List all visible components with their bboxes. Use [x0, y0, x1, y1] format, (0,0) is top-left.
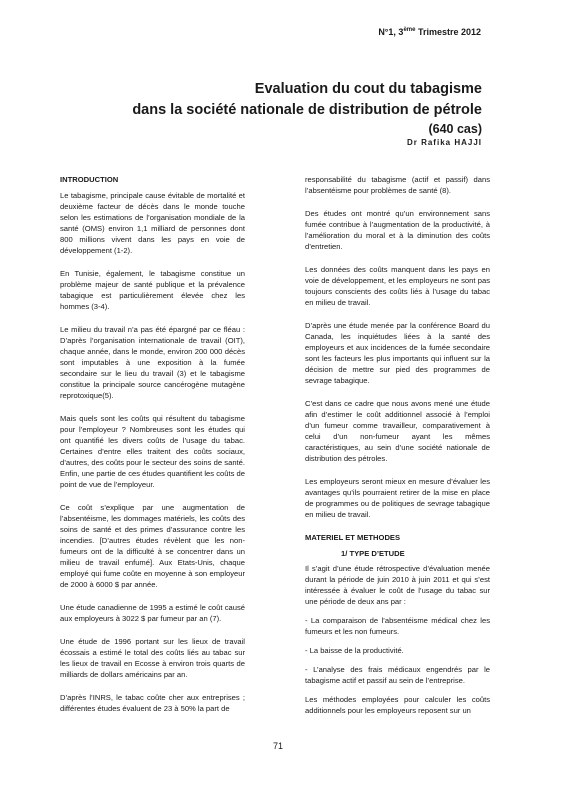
section-heading-materiel-methodes: MATERIEL ET METHODES: [305, 533, 401, 542]
left-column: [60, 174, 245, 726]
article-title-block: [132, 79, 482, 147]
paragraph: C’est dans ce cadre que nous avons mené une étude afin d’estimer le coût additionnel associé à l’emploi d’un fumeur comme travailleur, comparativement à celui d’un non-fumeur ayant les mêmes caractéristiques, au sein d’une société nationale de distribution des pétroles.: [305, 399, 490, 463]
list-item: - La baisse de la productivité.: [305, 646, 404, 655]
paragraph: Une étude canadienne de 1995 a estimé le coût causé aux employeurs à 3022 $ par fumeur par an (7).: [60, 603, 245, 623]
section-heading-introduction: INTRODUCTION: [60, 175, 119, 184]
issue-header: [378, 27, 481, 37]
paragraph: Des études ont montré qu’un environnement sans fumée contribue à l’augmentation de la productivité, à l’amélioration du moral et à la diminution des coûts d’entretien.: [305, 209, 490, 251]
issue-prefix: N°1, 3: [378, 27, 404, 37]
right-column: [305, 174, 490, 728]
page-number: 71: [273, 741, 284, 751]
paragraph: responsabilité du tabagisme (actif et passif) dans l’absentéisme pour problèmes de santé (8).: [305, 175, 490, 195]
article-subtitle: (640 cas): [428, 122, 482, 136]
paragraph: D’après l’INRS, le tabac coûte cher aux entreprises ; différentes études évaluent de 23 à 50% la part de: [60, 693, 245, 713]
paragraph: D’après une étude menée par la conférence Board du Canada, les inquiétudes liées à la santé des employeurs et aux incidences de la fumée secondaire sont les facteurs les plus importants qui influent sur la décision de mettre sur pied des programmes de sevrage tabagique.: [305, 321, 490, 385]
list-item: - La comparaison de l’absentéisme médical chez les fumeurs et les non fumeurs.: [305, 616, 490, 636]
paragraph: Les méthodes employées pour calculer les coûts additionnels pour les employeurs reposent sur un: [305, 695, 490, 715]
paragraph: Une étude de 1996 portant sur les lieux de travail écossais a estimé le total des coûts liés au tabac sur les lieux de travail en Ecosse à environ trois quarts de milliards de dollars américains par an.: [60, 637, 245, 679]
paragraph: Les employeurs seront mieux en mesure d’évaluer les avantages qu’ils pourraient retirer de la mise en place de programmes ou de politiques de sevrage tabagique en milieu de travail.: [305, 477, 490, 519]
list-item: - L’analyse des frais médicaux engendrés par le tabagisme actif et passif au sein de l’entreprise.: [305, 665, 490, 685]
paragraph: En Tunisie, également, le tabagisme constitue un problème majeur de santé publique et la prévalence tabagique est particulièrement élevée chez les hommes (3-4).: [60, 269, 245, 311]
paragraph: Mais quels sont les coûts qui résultent du tabagisme pour l’employeur ? Nombreuses sont les études qui ont quantifié les divers coûts de l’usage du tabac. Certaines d’entre elles traitent des coûts sociaux, d’autres, des coûts pour le secteur des soins de santé. Enfin, une partie de ces études quantifient les coûts de point de vue de l’employeur.: [60, 414, 245, 489]
paragraph: Il s’agit d’une étude rétrospective d’évaluation menée durant la période de juin 2010 à juin 2011 et qui s’est intéressée à évaluer le coût de l’usage du tabac sur une période de deux ans par :: [305, 564, 490, 606]
article-title-line2: dans la société nationale de distribution de pétrole: [132, 102, 482, 118]
subsection-heading-type-etude: 1/ TYPE D’ETUDE: [341, 549, 405, 558]
article-author: Dr Rafika HAJJI: [406, 138, 482, 147]
paragraph: Le tabagisme, principale cause évitable de mortalité et deuxième facteur de décès dans le monde touche selon les estimations de l’organisation mondiale de la santé (OMS) environ 1,1 milliard de personnes dont 800 millions vivent dans les pays en voie de développement (1-2).: [60, 191, 245, 255]
issue-suffix: Trimestre 2012: [415, 27, 481, 37]
paragraph: Ce coût s’explique par une augmentation de l’absentéisme, les dommages matériels, les coûts des soins de santé et des primes d’assurance contre les incendies. [D’autres études révèlent que les non-fumeurs ont de la difficulté à se concentrer dans un milieu de travail enfumé]. Aux Etats-Unis, chaque employé qui fume coûte en moyenne à son employeur de 2000 à 6000 $ par année.: [60, 503, 245, 589]
article-title-line1: Evaluation du cout du tabagisme: [254, 81, 482, 97]
paragraph: Les données des coûts manquent dans les pays en voie de développement, et les employeurs ne sont pas toujours conscients des coûts liés à l’usage du tabac en milieu de travail.: [305, 265, 490, 307]
paragraph: Le milieu du travail n’a pas été épargné par ce fléau : D’après l’organisation internationale de travail (OIT), chaque année, dans le monde, environ 200 000 décès sont imputables à une exposition à la fumée secondaire sur le lieu du travail (3) et le tabagisme constitue la principale source cancérogène mutagène reprotoxique(5).: [60, 325, 245, 400]
issue-superscript: ème: [403, 27, 416, 33]
